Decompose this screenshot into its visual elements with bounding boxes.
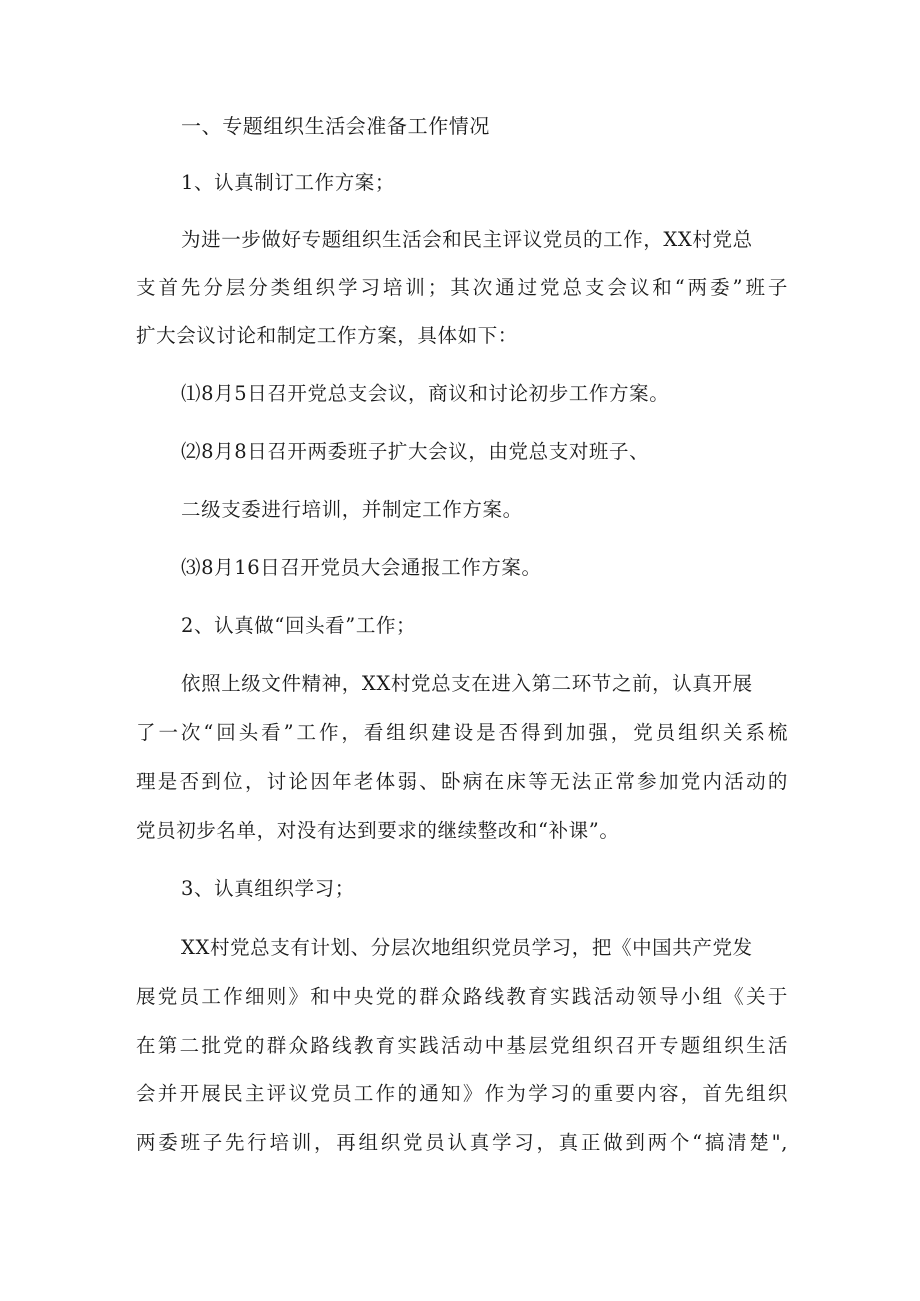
paragraph-3-line-1: XX村党总支有计划、分层次地组织党员学习，把《中国共产党发 [181, 936, 753, 959]
subsection-1-title: 1、认真制订工作方案； [181, 171, 396, 194]
list-item-3: ⑶8月16日召开党员大会通报工作方案。 [181, 556, 542, 579]
paragraph-3-line-3: 在第二批党的群众路线教育实践活动中基层党组织召开专题组织生活 [136, 1034, 788, 1057]
list-item-2-continued: 二级支委进行培训，并制定工作方案。 [181, 498, 523, 521]
list-item-1: ⑴8月5日召开党总支会议，商议和讨论初步工作方案。 [181, 382, 670, 405]
paragraph-1-line-3: 扩大会议讨论和制定工作方案，具体如下： [136, 324, 518, 347]
subsection-2-title: 2、认真做“回头看”工作； [181, 614, 417, 637]
paragraph-1-line-1: 为进一步做好专题组织生活会和民主评议党员的工作，XX村党总 [181, 228, 753, 251]
subsection-3-title: 3、认真组织学习； [181, 877, 355, 900]
paragraph-1-line-2: 支首先分层分类组织学习培训；其次通过党总支会议和“两委”班子 [136, 276, 788, 299]
paragraph-3-line-2: 展党员工作细则》和中央党的群众路线教育实践活动领导小组《关于 [136, 985, 788, 1008]
paragraph-2-line-2: 了一次“回头看”工作，看组织建设是否得到加强，党员组织关系梳 [136, 721, 788, 744]
list-item-2: ⑵8月8日召开两委班子扩大会议，由党总支对班子、 [181, 440, 650, 463]
paragraph-2-line-3: 理是否到位，讨论因年老体弱、卧病在床等无法正常参加党内活动的 [136, 770, 788, 793]
paragraph-2-line-1: 依照上级文件精神，XX村党总支在进入第二环节之前，认真开展 [181, 672, 753, 695]
section-heading: 一、专题组织生活会准备工作情况 [181, 114, 490, 138]
paragraph-2-line-4: 党员初步名单，对没有达到要求的继续整改和“补课”。 [136, 819, 620, 842]
paragraph-3-line-4: 会并开展民主评议党员工作的通知》作为学习的重要内容，首先组织 [136, 1082, 788, 1105]
paragraph-3-line-5: 两委班子先行培训，再组织党员认真学习，真正做到两个“搞清楚", [136, 1131, 788, 1154]
